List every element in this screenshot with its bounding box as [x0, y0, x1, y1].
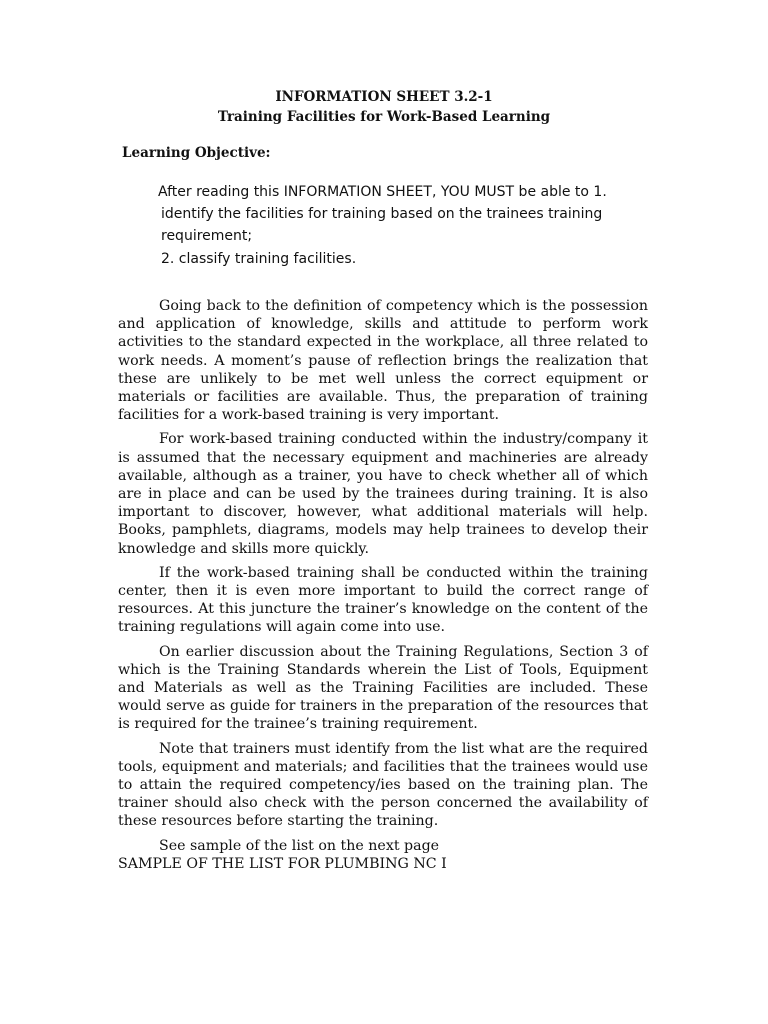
paragraph-4: On earlier discussion about the Training Regulations, Section 3 of which is the Training Standards wherein the List of Tools, Equipment and Materials as well as the Training Facilities are included. These would serve as guide for trainers in the preparation of the resources that is required for the trainee’s training requirement.	[118, 643, 648, 733]
paragraph-5: Note that trainers must identify from the list what are the required tools, equipment and materials; and facilities that the trainees would use to attain the required competency/ies based on the training plan. The trainer should also check with the person concerned the availability of these resources before starting the training.	[118, 740, 648, 830]
learning-objective-item-1-continued: requirement;	[161, 228, 253, 244]
sample-list-heading: SAMPLE OF THE LIST FOR PLUMBING NC I	[118, 855, 447, 872]
body-text	[118, 297, 648, 873]
document-title: INFORMATION SHEET 3.2-1	[275, 89, 493, 105]
paragraph-6: See sample of the list on the next page	[159, 837, 440, 854]
document-subtitle: Training Facilities for Work-Based Learning	[217, 109, 551, 125]
learning-objective-intro: After reading this INFORMATION SHEET, YOU MUST be able to 1.	[158, 184, 607, 200]
learning-objective-item-2: 2. classify training facilities.	[161, 251, 357, 267]
learning-objective-item-1: identify the facilities for training based on the trainees training	[161, 206, 603, 222]
paragraph-2: For work-based training conducted within the industry/company it is assumed that the necessary equipment and machineries are already available, although as a trainer, you have to check whether all of which are in place and can be used by the trainees during training. It is also important to discover, however, what additional materials will help. Books, pamphlets, diagrams, models may help trainees to develop their knowledge and skills more quickly.	[118, 431, 648, 557]
paragraph-1: Going back to the definition of competency which is the possession and application of knowledge, skills and attitude to perform work activities to the standard expected in the workplace, all three related to work needs. A moment’s pause of reflection brings the realization that these are unlikely to be met well unless the correct equipment or materials or facilities are available. Thus, the preparation of training facilities for a work-based training is very important.	[118, 298, 648, 424]
learning-objective-heading: Learning Objective:	[122, 145, 271, 161]
paragraph-3: If the work-based training shall be conducted within the training center, then it is even more important to build the correct range of resources. At this juncture the trainer’s knowledge on the content of the training regulations will again come into use.	[118, 564, 648, 636]
